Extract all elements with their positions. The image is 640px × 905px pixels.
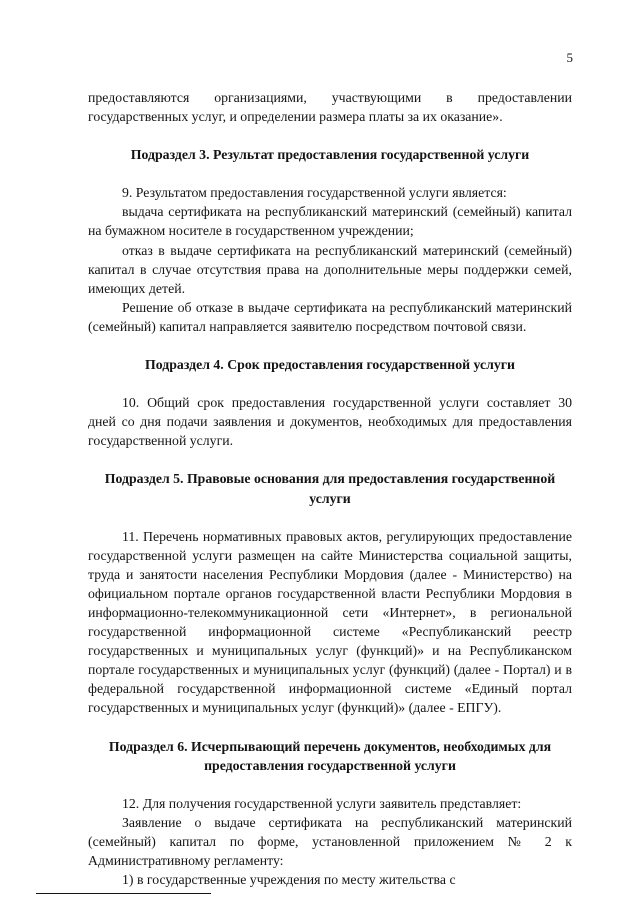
continuation-paragraph: предоставляются организациями, участвующими в предоставлении государственных услуг, и определении размера платы за их оказание».	[88, 90, 572, 125]
subsection-6-heading: Подраздел 6. Исчерпывающий перечень документов, необходимых для предоставления государственной услуги	[108, 738, 552, 773]
subsection-5-heading: Подраздел 5. Правовые основания для предоставления государственной услуги	[104, 471, 556, 506]
paragraph: 12. Для получения государственной услуги заявитель представляет:	[122, 795, 522, 811]
paragraph: Решение об отказе в выдаче сертификата на республиканский материнский (семейный) капитал направляется заявителю посредством почтовой связи.	[88, 299, 572, 334]
page-number: 5	[566, 50, 573, 65]
paragraph: выдача сертификата на республиканский материнский (семейный) капитал на бумажном носителе в государственном учреждении;	[88, 204, 572, 239]
paragraph: 1) в государственные учреждения по месту жительства с	[122, 872, 456, 888]
subsection-4-body	[88, 393, 572, 450]
document-body	[88, 88, 572, 889]
subsection-3-body	[88, 183, 572, 336]
paragraph: Заявление о выдаче сертификата на республиканский материнский (семейный) капитал по форме, установленной приложением № 2 к Административному регламенту:	[88, 814, 572, 868]
footnote-separator-line	[36, 893, 211, 894]
paragraph: 11. Перечень нормативных правовых актов, регулирующих предоставление государственной услуги размещен на сайте Министерства социальной защиты, труда и занятости населения Республики Мордовия (далее - Министерство) на официальном портале органов государственной власти Республики Мордовия в информационно-телекоммуникационной сети «Интернет», в региональной государственной информационной системе «Республиканский реестр государственных и муниципальных услуг (функций)» и на Республиканском портале государственных и муниципальных услуг (функций) (далее - Портал) и в федеральной государственной информационной системе «Единый портал государственных и муниципальных услуг (функций)» (далее - ЕПГУ).	[88, 528, 572, 716]
subsection-5-body	[88, 527, 572, 718]
subsection-4-heading: Подраздел 4. Срок предоставления государственной услуги	[145, 357, 515, 373]
paragraph: 9. Результатом предоставления государственной услуги является:	[122, 185, 507, 201]
subsection-3-heading: Подраздел 3. Результат предоставления государственной услуги	[130, 147, 530, 163]
subsection-6-body	[88, 794, 572, 889]
paragraph: 10. Общий срок предоставления государственной услуги составляет 30 дней со дня подачи заявления и документов, необходимых для предоставления государственной услуги.	[88, 395, 572, 449]
paragraph: отказ в выдаче сертификата на республиканский материнский (семейный) капитал в случае отсутствия права на дополнительные меры поддержки семей, имеющих детей.	[88, 242, 572, 296]
